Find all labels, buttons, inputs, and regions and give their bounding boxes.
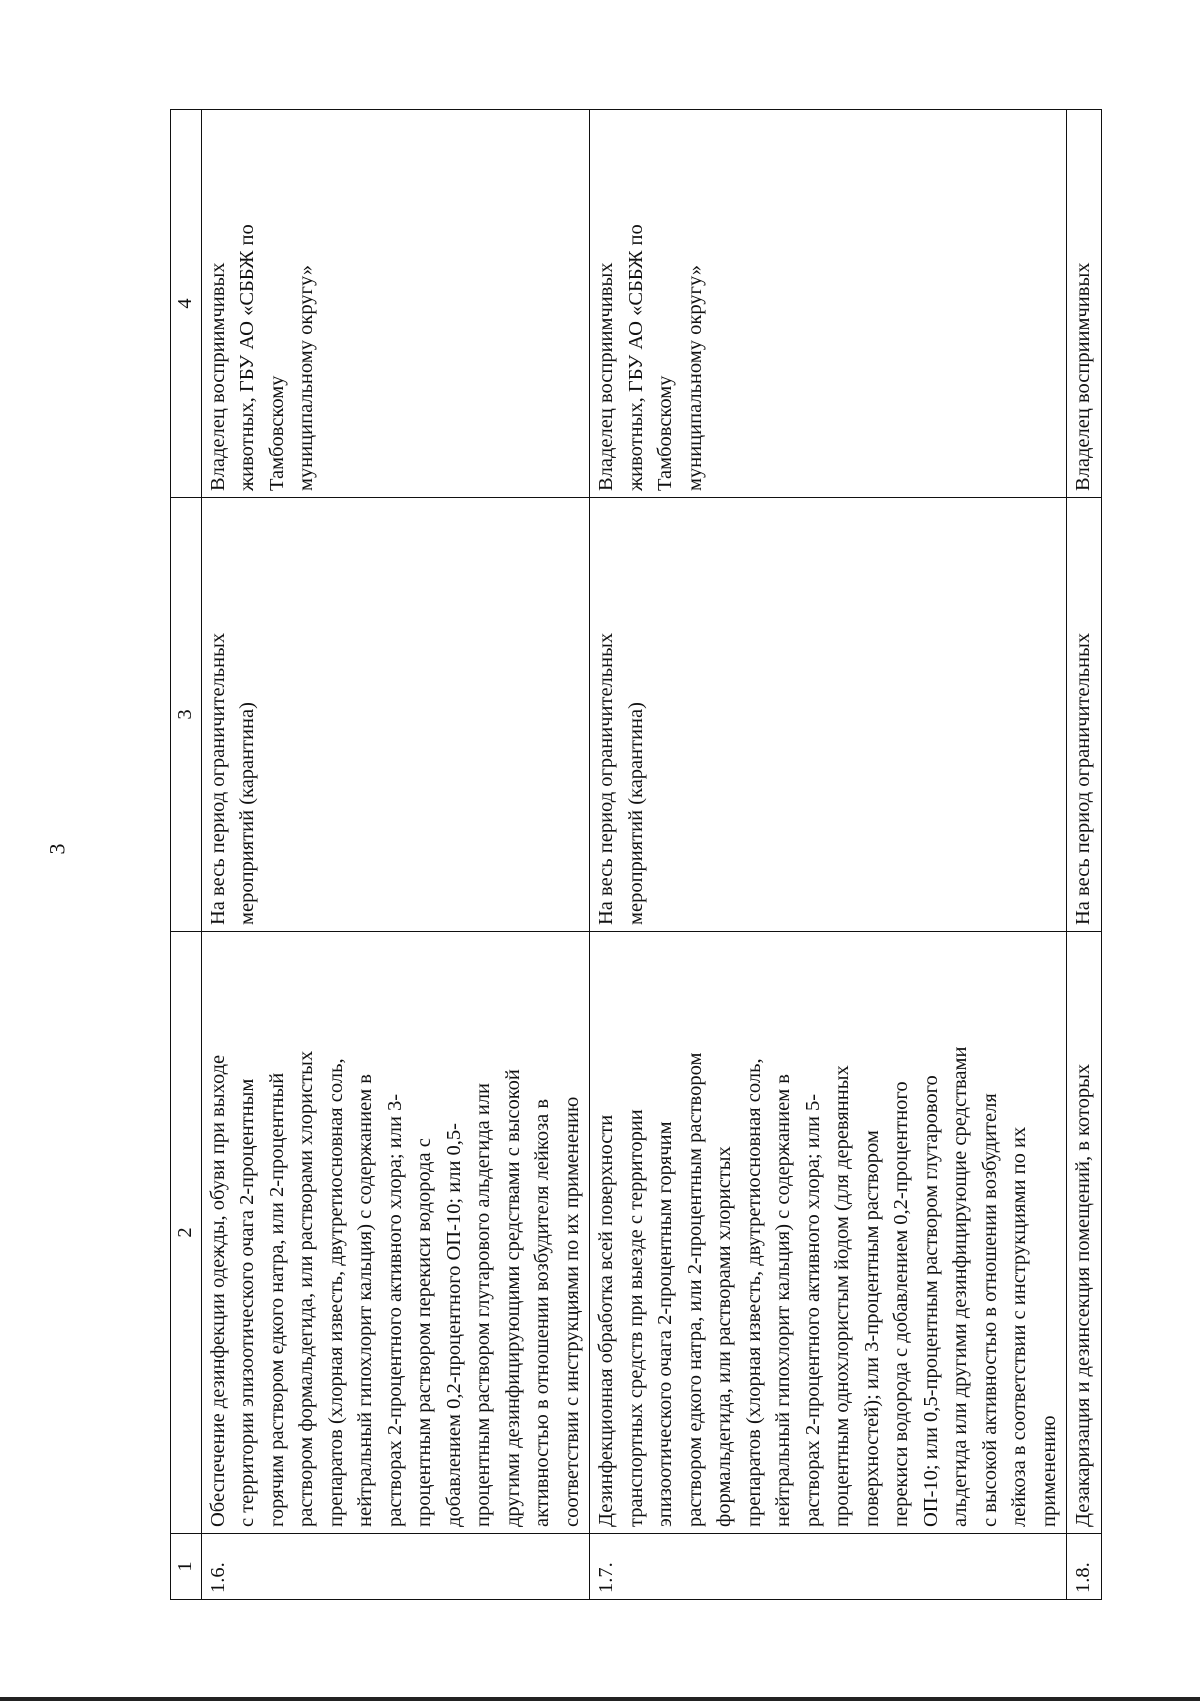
measure-responsible: Владелец восприимчивых — [1067, 110, 1102, 498]
row-number: 1.8. — [1067, 1534, 1102, 1600]
table-row — [590, 110, 1067, 1600]
row-number: 1.6. — [201, 1534, 590, 1600]
measure-period: На весь период ограничительных мероприятий (карантина) — [201, 498, 590, 932]
header-col-1: 1 — [171, 1534, 202, 1600]
table-row — [1067, 110, 1102, 1600]
measures-table — [170, 109, 1102, 1600]
measure-responsible: Владелец восприимчивых животных, ГБУ АО «СББЖ по Тамбовскому муниципальному округу» — [201, 110, 590, 498]
measure-description: Дезакаризация и дезинсекция помещений, в которых — [1067, 932, 1102, 1534]
page-number: 3 — [44, 843, 70, 855]
page-bottom-edge — [0, 1697, 1200, 1701]
row-number: 1.7. — [590, 1534, 1067, 1600]
measure-period: На весь период ограничительных мероприятий (карантина) — [590, 498, 1067, 932]
header-col-3: 3 — [171, 498, 202, 932]
header-col-2: 2 — [171, 932, 202, 1534]
measure-description: Дезинфекционная обработка всей поверхности транспортных средств при выезде с территории эпизоотического очага 2-процентным горячим раствором едкого натра, или 2-процентным раствором формальдегида, или растворами хлористых препаратов (хлорная известь, двутретиосновная соль, нейтральный гипохлорит кальция) с содержанием в растворах 2-процентного активного хлора; или 5- процентным однохлористым йодом (для деревянных поверхностей); или 3-процентным раствором перекиси водорода с добавлением 0,2-процентного ОП-10; или 0,5-процентным раствором глутарового альдегида или другими дезинфицирующие средствами с высокой активностью в отношении возбудителя лейкоза в соответствии с инструкциями по их применению — [590, 932, 1067, 1534]
measure-responsible: Владелец восприимчивых животных, ГБУ АО «СББЖ по Тамбовскому муниципальному округу» — [590, 110, 1067, 498]
rotated-table-container — [170, 110, 1094, 1600]
measure-period: На весь период ограничительных — [1067, 498, 1102, 932]
measure-description: Обеспечение дезинфекции одежды, обуви при выходе с территории эпизоотического очага 2-процентным горячим раствором едкого натра, или 2-процентный раствором формальдегида, или растворами хлористых препаратов (хлорная известь, двутретиосновная соль, нейтральный гипохлорит кальция) с содержанием в растворах 2-процентного активного хлора; или 3- процентным раствором перекиси водорода с добавлением 0,2-процентного ОП-10; или 0,5- процентным раствором глутарового альдегида или другими дезинфицирующими средствами с высокой активностью в отношении возбудителя лейкоза в соответствии с инструкциями по их применению — [201, 932, 590, 1534]
header-col-4: 4 — [171, 110, 202, 498]
table-row — [201, 110, 590, 1600]
table-header-row — [171, 110, 202, 1600]
